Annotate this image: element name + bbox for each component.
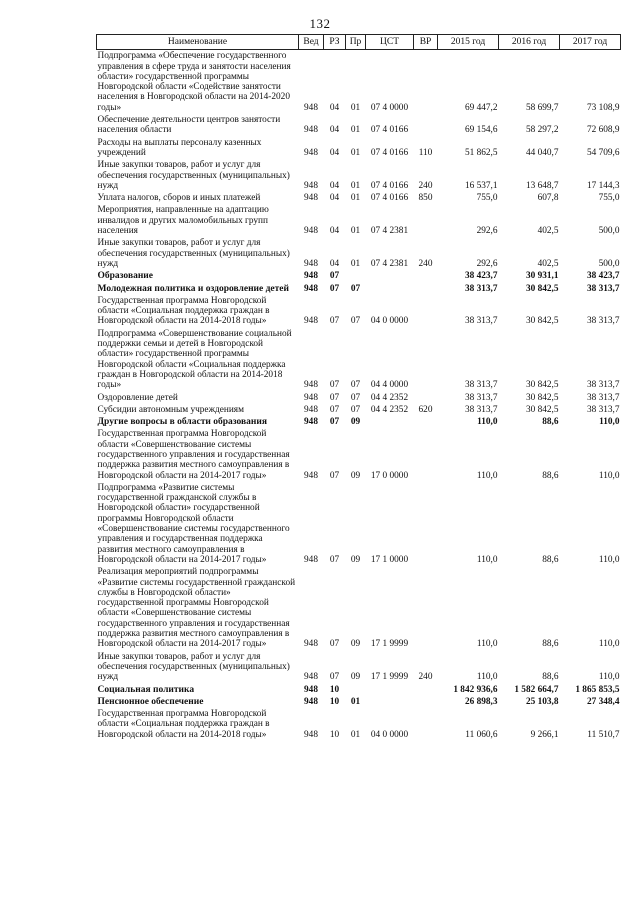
row-vr: [414, 708, 438, 741]
row-value-2017: 110,0: [598, 554, 620, 565]
row-name: Уплата налогов, сборов и иных платежей: [97, 193, 261, 204]
row-value-2017: 38 313,7: [586, 404, 620, 415]
row-name: Подпрограмма «Развитие системы государственной гражданской службы в Новгородской области» государственной программы Новгородской области «Совершенствование системы государственного управления и государственная поддержка развития местного самоуправления в Новгородской области на 2014-2017 годы»: [97, 482, 290, 565]
header-2016: 2016 год: [499, 35, 560, 50]
row-vr: [414, 392, 438, 404]
table-row: [97, 159, 621, 192]
row-name: Реализация мероприятий подпрограммы «Развитие системы государственной гражданской службы в Новгородской области» государственной программы Новгородской области «Совершенствование системы государственного управления и государственная поддержка развития местного самоуправления в Новгородской области на 2014-2017 годы»: [97, 567, 296, 650]
row-vr: [414, 684, 438, 696]
row-value-2017: 73 108,9: [586, 102, 620, 113]
row-pr: 01: [350, 729, 361, 740]
row-cst: 04 4 2352: [370, 392, 409, 403]
row-cst: [366, 416, 414, 428]
row-value-2015: 110,0: [476, 470, 498, 481]
table-row: [97, 482, 621, 566]
table-row: [97, 404, 621, 416]
row-pr: 09: [350, 554, 361, 565]
row-rz: 10: [329, 729, 340, 740]
row-cst: 04 4 0000: [370, 380, 409, 391]
row-cst: [366, 283, 414, 295]
row-rz: 07: [329, 404, 340, 415]
row-vr: [414, 295, 438, 328]
table-row: [97, 684, 621, 696]
row-name: Пенсионное обеспечение: [97, 696, 204, 707]
table-row: [97, 192, 621, 204]
row-rz: 04: [329, 102, 340, 113]
row-ved: 948: [304, 380, 318, 391]
row-ved: 948: [304, 470, 318, 481]
row-value-2017: 27 348,4: [586, 696, 620, 707]
row-value-2016: 88,6: [542, 672, 559, 683]
row-pr: 09: [350, 672, 361, 683]
page-number: 132: [309, 16, 331, 31]
row-pr: 09: [350, 470, 361, 481]
row-ved: 948: [304, 147, 318, 158]
table-row: [97, 295, 621, 328]
row-cst: 17 0 0000: [370, 470, 409, 481]
row-vr: 240: [418, 180, 433, 191]
row-cst: 07 4 0000: [370, 102, 409, 113]
row-vr: [414, 50, 438, 114]
header-rz: РЗ: [324, 35, 346, 50]
row-ved: 948: [304, 125, 318, 136]
row-value-2017: 755,0: [598, 193, 620, 204]
row-name: Государственная программа Новгородской области «Социальная поддержка граждан в Новгородской области на 2014-2018 годы»: [97, 295, 270, 327]
row-cst: 07 4 0166: [370, 180, 409, 191]
row-value-2015: 38 313,7: [464, 316, 498, 327]
row-rz: 04: [329, 226, 340, 237]
row-pr: [346, 270, 366, 282]
table-row: [97, 114, 621, 137]
row-cst: 04 0 0000: [370, 316, 409, 327]
row-value-2015: 1 842 936,6: [453, 684, 498, 695]
row-value-2016: 607,8: [537, 193, 559, 204]
row-rz: 04: [329, 125, 340, 136]
row-ved: 948: [304, 417, 318, 428]
row-name: Государственная программа Новгородской области «Совершенствование системы государственного управления и государственная поддержка развития местного самоуправления в Новгородской области на 2014-2017 годы»: [97, 429, 290, 481]
row-value-2016: 402,5: [537, 226, 559, 237]
table-row: [97, 328, 621, 392]
header-2017: 2017 год: [560, 35, 621, 50]
row-value-2017: 38 313,7: [586, 316, 620, 327]
row-vr: 110: [418, 147, 433, 158]
row-pr: 01: [350, 125, 361, 136]
row-ved: 948: [304, 193, 318, 204]
row-ved: 948: [304, 102, 318, 113]
row-cst: 07 4 2381: [370, 258, 409, 269]
row-value-2015: 38 423,7: [464, 271, 498, 282]
row-value-2015: 16 537,1: [464, 180, 498, 191]
row-pr: 01: [350, 696, 361, 707]
row-value-2015: 755,0: [476, 193, 498, 204]
row-name: Расходы на выплаты персоналу казенных учреждений: [97, 137, 262, 158]
row-ved: 948: [304, 271, 318, 282]
row-rz: 10: [329, 684, 340, 695]
row-name: Субсидии автономным учреждениям: [97, 404, 244, 415]
row-value-2017: 110,0: [598, 470, 620, 481]
row-rz: 04: [329, 258, 340, 269]
row-value-2016: 25 103,8: [525, 696, 559, 707]
table-row: [97, 696, 621, 708]
row-name: Государственная программа Новгородской области «Социальная поддержка граждан в Новгородской области на 2014-2018 годы»: [97, 709, 270, 740]
row-name: Образование: [97, 271, 153, 282]
row-value-2016: 30 842,5: [525, 283, 559, 294]
row-value-2016: 88,6: [542, 554, 559, 565]
row-name: Социальная политика: [97, 684, 195, 695]
header-ved: Вед: [299, 35, 324, 50]
row-value-2015: 292,6: [476, 226, 498, 237]
table-row: [97, 137, 621, 160]
table-row: [97, 416, 621, 428]
table-row: [97, 392, 621, 404]
row-vr: [414, 416, 438, 428]
row-value-2017: 110,0: [598, 672, 620, 683]
row-value-2016: 88,6: [542, 639, 559, 650]
table-row: [97, 651, 621, 684]
row-value-2016: 1 582 664,7: [514, 684, 559, 695]
row-value-2015: 38 313,7: [464, 404, 498, 415]
row-ved: 948: [304, 404, 318, 415]
row-value-2016: 30 842,5: [525, 380, 559, 391]
row-value-2015: 110,0: [476, 554, 498, 565]
row-cst: 07 4 0166: [370, 125, 409, 136]
row-value-2016: 9 266,1: [530, 729, 559, 740]
row-cst: [366, 270, 414, 282]
row-value-2016: 44 040,7: [525, 147, 559, 158]
row-vr: [414, 328, 438, 392]
row-value-2017: 38 423,7: [586, 271, 620, 282]
row-value-2017: 11 510,7: [587, 729, 620, 740]
row-vr: [414, 270, 438, 282]
row-vr: [414, 114, 438, 137]
row-pr: 01: [350, 180, 361, 191]
row-pr: 07: [350, 380, 361, 391]
row-name: Подпрограмма «Обеспечение государственного управления в сфере труда и занятости населения области» государственной программы Новгородской области «Содействие занятости населения в Новгородской области на 2014-2020 годы»: [97, 51, 291, 113]
row-pr: 07: [350, 316, 361, 327]
row-ved: 948: [304, 684, 318, 695]
row-value-2017: 54 709,6: [586, 147, 620, 158]
row-ved: 948: [304, 672, 318, 683]
row-rz: 07: [329, 639, 340, 650]
row-ved: 948: [304, 316, 318, 327]
row-vr: [414, 204, 438, 237]
row-value-2015: 69 447,2: [464, 102, 498, 113]
row-value-2015: 38 313,7: [464, 392, 498, 403]
row-cst: [366, 696, 414, 708]
row-pr: 07: [350, 283, 361, 294]
row-vr: 240: [418, 672, 433, 683]
row-value-2016: 88,6: [542, 470, 559, 481]
header-name: Наименование: [97, 35, 299, 50]
row-rz: 04: [329, 193, 340, 204]
row-pr: 01: [350, 226, 361, 237]
row-name: Мероприятия, направленные на адаптацию инвалидов и других маломобильных групп населения: [97, 205, 269, 237]
row-cst: 04 0 0000: [370, 729, 409, 740]
row-rz: 10: [329, 696, 340, 707]
row-value-2017: 1 865 853,5: [575, 684, 620, 695]
row-value-2016: 13 648,7: [525, 180, 559, 191]
table-row: [97, 270, 621, 282]
row-pr: 07: [350, 404, 361, 415]
row-ved: 948: [304, 392, 318, 403]
header-pr: Пр: [346, 35, 366, 50]
row-value-2015: 110,0: [477, 417, 498, 428]
row-pr: [346, 684, 366, 696]
table-row: [97, 204, 621, 237]
table-row: [97, 237, 621, 270]
row-pr: 07: [350, 392, 361, 403]
row-value-2015: 110,0: [476, 639, 498, 650]
row-rz: 07: [329, 271, 340, 282]
row-cst: 07 4 0166: [370, 147, 409, 158]
row-value-2016: 30 842,5: [525, 404, 559, 415]
row-vr: 620: [418, 404, 433, 415]
row-ved: 948: [304, 226, 318, 237]
row-cst: 04 4 2352: [370, 404, 409, 415]
row-value-2017: 500,0: [598, 258, 620, 269]
row-name: Иные закупки товаров, работ и услуг для обеспечения государственных (муниципальных) нужд: [97, 651, 290, 683]
row-value-2015: 11 060,6: [465, 729, 498, 740]
row-vr: [414, 566, 438, 650]
row-ved: 948: [304, 258, 318, 269]
row-name: Другие вопросы в области образования: [97, 417, 268, 428]
row-value-2015: 51 862,5: [464, 147, 498, 158]
row-cst: 17 1 0000: [370, 554, 409, 565]
row-ved: 948: [304, 696, 318, 707]
table-row: [97, 566, 621, 650]
row-rz: 07: [329, 672, 340, 683]
row-value-2015: 69 154,6: [464, 125, 498, 136]
row-rz: 07: [329, 554, 340, 565]
row-name: Молодежная политика и оздоровление детей: [97, 283, 289, 294]
row-name: Иные закупки товаров, работ и услуг для обеспечения государственных (муниципальных) нужд: [97, 238, 290, 269]
header-cst: ЦСТ: [366, 35, 414, 50]
row-pr: 09: [350, 639, 361, 650]
row-value-2017: 72 608,9: [586, 125, 620, 136]
table-body: [97, 50, 621, 741]
row-rz: 07: [329, 316, 340, 327]
row-value-2017: 110,0: [598, 639, 620, 650]
row-name: Обеспечение деятельности центров занятости населения области: [97, 115, 281, 136]
row-pr: 01: [350, 258, 361, 269]
row-vr: 850: [418, 193, 433, 204]
row-name: Иные закупки товаров, работ и услуг для обеспечения государственных (муниципальных) нужд: [97, 160, 290, 191]
row-name: Подпрограмма «Совершенствование социальной поддержки семьи и детей в Новгородской области» государственной программы Новгородской области «Социальная поддержка граждан в Новгородской области на 2014-2018 годы»: [97, 328, 292, 391]
row-pr: 09: [350, 417, 361, 428]
row-value-2015: 38 313,7: [464, 380, 498, 391]
row-value-2015: 38 313,7: [464, 283, 498, 294]
row-value-2017: 500,0: [598, 226, 620, 237]
header-vr: ВР: [414, 35, 438, 50]
row-value-2015: 110,0: [476, 672, 498, 683]
row-value-2017: 110,0: [599, 417, 620, 428]
header-2015: 2015 год: [438, 35, 499, 50]
row-ved: 948: [304, 283, 318, 294]
row-value-2016: 88,6: [542, 417, 559, 428]
row-value-2016: 402,5: [537, 258, 559, 269]
row-value-2016: 30 842,5: [525, 392, 559, 403]
row-rz: 07: [329, 470, 340, 481]
row-rz: 07: [329, 380, 340, 391]
row-cst: 17 1 9999: [370, 672, 409, 683]
row-value-2017: 38 313,7: [586, 380, 620, 391]
row-vr: [414, 283, 438, 295]
row-value-2015: 26 898,3: [464, 696, 498, 707]
row-pr: 01: [350, 102, 361, 113]
row-rz: 07: [329, 392, 340, 403]
row-ved: 948: [304, 729, 318, 740]
row-ved: 948: [304, 554, 318, 565]
row-rz: 04: [329, 180, 340, 191]
row-value-2016: 58 699,7: [525, 102, 559, 113]
row-ved: 948: [304, 639, 318, 650]
row-vr: [414, 428, 438, 481]
row-value-2017: 38 313,7: [586, 283, 620, 294]
row-cst: 07 4 0166: [370, 193, 409, 204]
row-value-2016: 30 931,1: [525, 271, 559, 282]
row-value-2017: 17 144,3: [586, 180, 620, 191]
row-rz: 07: [329, 417, 340, 428]
row-cst: 17 1 9999: [370, 639, 409, 650]
row-rz: 04: [329, 147, 340, 158]
row-cst: [366, 684, 414, 696]
table-row: [97, 283, 621, 295]
row-pr: 01: [350, 193, 361, 204]
table-header: [97, 35, 621, 50]
budget-table: [96, 34, 621, 741]
row-ved: 948: [304, 180, 318, 191]
table-row: [97, 708, 621, 741]
row-value-2017: 38 313,7: [586, 392, 620, 403]
row-vr: [414, 482, 438, 566]
row-pr: 01: [350, 147, 361, 158]
row-name: Оздоровление детей: [97, 392, 178, 403]
table-row: [97, 428, 621, 481]
row-cst: 07 4 2381: [370, 226, 409, 237]
row-rz: 07: [329, 283, 340, 294]
row-value-2016: 30 842,5: [525, 316, 559, 327]
row-vr: [414, 696, 438, 708]
row-value-2016: 58 297,2: [525, 125, 559, 136]
row-value-2015: 292,6: [476, 258, 498, 269]
table-row: [97, 50, 621, 114]
row-vr: 240: [418, 258, 433, 269]
